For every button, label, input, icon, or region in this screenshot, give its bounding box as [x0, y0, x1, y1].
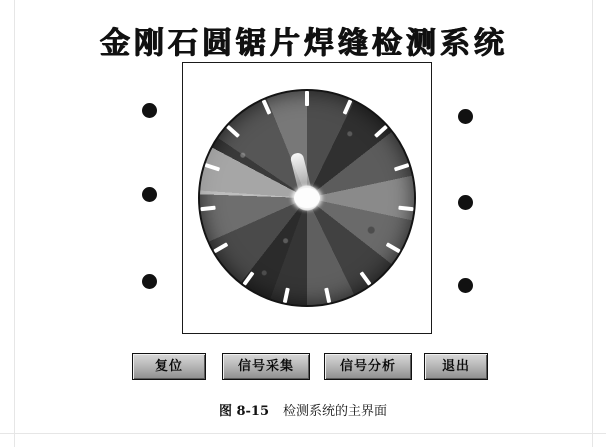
page-edge-left — [14, 0, 15, 447]
application-window — [26, 10, 582, 395]
button-bar — [26, 350, 582, 386]
signal-acquire-button[interactable]: 信号采集 — [222, 353, 310, 380]
blade-hub — [294, 188, 320, 208]
indicator-lamp-left-2[interactable] — [142, 187, 157, 202]
indicator-lamp-right-1[interactable] — [458, 109, 473, 124]
indicator-lamp-right-3[interactable] — [458, 278, 473, 293]
exit-button[interactable]: 退出 — [424, 353, 488, 380]
page-edge-bottom — [0, 433, 606, 434]
reset-button[interactable]: 复位 — [132, 353, 206, 380]
indicator-lamp-left-1[interactable] — [142, 103, 157, 118]
indicator-lamp-right-2[interactable] — [458, 195, 473, 210]
figure-caption — [0, 400, 606, 419]
signal-analysis-button[interactable]: 信号分析 — [324, 353, 412, 380]
figure-number: 图 8-15 — [218, 404, 270, 419]
indicator-lamp-left-3[interactable] — [142, 274, 157, 289]
page-edge-right — [592, 0, 593, 447]
page-title: 金刚石圆锯片焊缝检测系统 — [100, 26, 508, 61]
figure-caption-text: 检测系统的主界面 — [283, 404, 388, 419]
blade-image-panel[interactable] — [182, 62, 432, 334]
